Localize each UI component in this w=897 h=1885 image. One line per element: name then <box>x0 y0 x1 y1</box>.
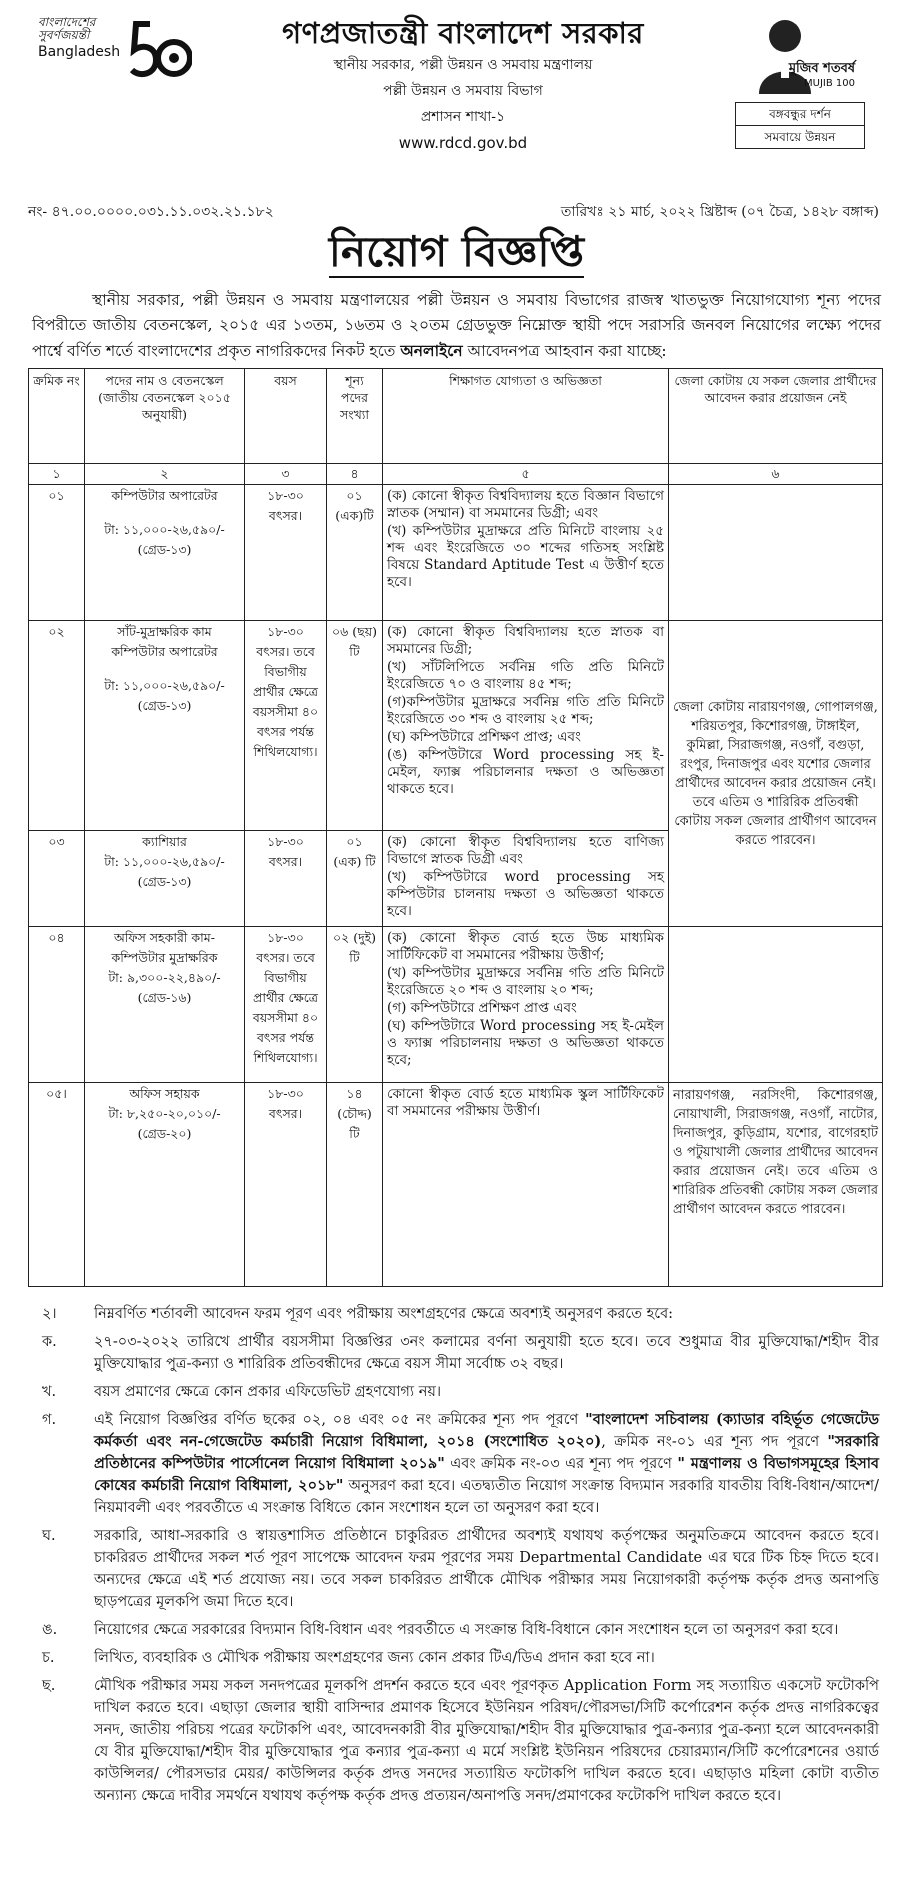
col-number: ৪ <box>327 464 383 485</box>
row-age: ১৮-৩০ বৎসর। <box>245 831 327 927</box>
table-row <box>29 485 883 621</box>
row-vacancy: ০১ (এক)টি <box>327 485 383 621</box>
website-url: www.rdcd.gov.bd <box>398 134 528 152</box>
qualification-item: (ঘ) কম্পিউটারে Word processing সহ ই-মেইল ও ফ্যাক্স পরিচালনায় দক্ষতা ও অভিজ্ঞতা থাকতে হবে; <box>387 1018 664 1068</box>
mujib-logo-text: মুজিব শতবর্ষ <box>788 61 855 76</box>
row-vacancy: ০১ (এক) টি <box>327 831 383 927</box>
qualification-item: (ক) কোনো স্বীকৃত বিশ্ববিদ্যালয় হতে স্নাতক বা সমমানের ডিগ্রী; <box>387 624 664 657</box>
row-serial: ০৫। <box>29 1083 85 1287</box>
qualification-item: (খ) সাঁটলিপিতে সর্বনিম্ন গতি প্রতি মিনিটে ইংরেজিতে ৭০ ও বাংলায় ৪৫ শব্দ; <box>387 659 664 692</box>
qualification-item: (খ) কম্পিউটারে word processing সহ কম্পিউটার চালনায় দক্ষতা ও অভিজ্ঞতা থাকতে হবে। <box>387 869 664 919</box>
condition-item <box>28 1675 885 1807</box>
condition-text <box>94 1409 885 1519</box>
condition-text: লিখিত, ব্যবহারিক ও মৌখিক পরীক্ষায় অংশগ্রহণের জন্য কোন প্রকার টিএ/ডিএ প্রদান করা হবে না। <box>94 1650 655 1666</box>
condition-label: চ. <box>42 1650 55 1666</box>
post-name: অফিস সহায়ক <box>129 1086 200 1101</box>
district-quota-1: জেলা কোটায় নারায়ণগঞ্জ, গোপালগঞ্জ, শরিয়তপুর, কিশোরগঞ্জ, টাঙ্গাইল, কুমিল্লা, সিরাজগঞ্জ, নওগাঁ, বগুড়া, রংপুর, দিনাজপুর এবং যশোর জেলার প্রার্থীদের আবেদন করার প্রয়োজন নেই। তবে এতিম ও শারিরিক প্রতিবন্ধী কোটায় সকল জেলার প্রার্থীগণ আবেদন করতে পারবেন। <box>669 621 883 927</box>
post-name: সাঁট-মুদ্রাক্ষরিক কাম কম্পিউটার অপারেটর <box>111 624 218 659</box>
row-age: ১৮-৩০ বৎসর। <box>245 485 327 621</box>
row-post <box>85 485 245 621</box>
row-age: ১৮-৩০ বৎসর। <box>245 1083 327 1287</box>
rule-name-bold: "সরকারি প্রতিষ্ঠানের কম্পিউটার পার্সোনেল নিয়োগ বিধিমালা ২০১৯" <box>94 1433 879 1472</box>
slogan-line-2: সমবায়ে উন্নয়ন <box>736 125 864 148</box>
column-number-row <box>29 464 883 485</box>
pay-scale: টা: ৮,২৫০-২০,০১০/- <box>108 1106 221 1121</box>
pay-grade: (গ্রেড-২০) <box>137 1126 192 1141</box>
header-center <box>228 14 698 156</box>
row-age: ১৮-৩০ বৎসর। তবে বিভাগীয় প্রার্থীর ক্ষেত্রে বয়সসীমা ৪০ বৎসর পর্যন্ত শিথিলযোগ্য। <box>245 927 327 1083</box>
condition-item <box>28 1647 885 1669</box>
col-number: ৫ <box>383 464 669 485</box>
header-district: জেলা কোটায় যে সকল জেলার প্রার্থীদের আবেদন করার প্রয়োজন নেই <box>669 369 883 464</box>
rule-name-bold: "বাংলাদেশ সচিবালয় (ক্যাডার বহির্ভূত গেজেটেড কর্মকর্তা এবং নন-গেজেটেড কর্মচারী নিয়োগ বিধিমালা, ২০১৪ (সংশোধিত ২০২০) <box>94 1411 879 1450</box>
post-name: অফিস সহকারী কাম-কম্পিউটার মুদ্রাক্ষরিক <box>111 930 218 965</box>
condition-label: ঙ. <box>42 1622 58 1638</box>
qualification-item: (গ) কম্পিউটারে প্রশিক্ষণ প্রাপ্ত এবং <box>387 1000 577 1016</box>
table-row <box>29 621 883 831</box>
slogan-line-1: বঙ্গবন্ধুর দর্শন <box>769 107 831 121</box>
header-post-label: পদের নাম ও বেতনস্কেল <box>105 373 224 388</box>
header-post <box>85 369 245 464</box>
post-name: ক্যাশিয়ার <box>142 834 187 849</box>
header-vacancy: শূন্য পদের সংখ্যা <box>327 369 383 464</box>
condition-label: ঘ. <box>42 1528 56 1544</box>
notice-title <box>28 224 885 280</box>
logo-brand: Bangladesh <box>38 44 121 60</box>
col-number: ৬ <box>669 464 883 485</box>
qualification-item: (খ) কম্পিউটার মুদ্রাক্ষরে প্রতি মিনিটে বাংলায় ২৫ শব্দ এবং ইংরেজিতে ৩০ শব্দের গতিসহ সংশ্লিষ্ট বিষয়ে Standard Aptitude Test এ উত্তীর্ণ হতে হবে। <box>387 523 664 590</box>
rule-name-bold: " মন্ত্রণালয় ও বিভাগসমূহের হিসাব কোষের কর্মচারী নিয়োগ বিধিমালা, ২০১৮" <box>94 1455 880 1494</box>
table-row <box>29 1083 883 1287</box>
slogan-box <box>735 102 865 149</box>
qualification-item: (ক) কোনো স্বীকৃত বোর্ড হতে উচ্চ মাধ্যমিক সার্টিফিকেট বা সমমানের পরীক্ষায় উত্তীর্ণ; <box>387 930 664 963</box>
post-name: কম্পিউটার অপারেটর <box>111 488 218 503</box>
condition-text-part: এই নিয়োগ বিজ্ঞপ্তির বর্ণিত ছকের ০২, ০৪ এবং ০৫ নং ক্রমিকের শূন্য পদ পূরণে <box>94 1412 586 1428</box>
pay-grade: (গ্রেড-১৩) <box>137 698 192 713</box>
intro-text-1: স্থানীয় সরকার, পল্লী উন্নয়ন ও সমবায় মন্ত্রণালয়ের পল্লী উন্নয়ন ও সমবায় বিভাগের রাজস্ব খাতভুক্ত নিয়োগযোগ্য শূন্য পদের বিপরীতে জাতীয় বেতনস্কেল, ২০১৫ এর ১৩তম, ১৬তম ও ২০তম গ্রেডভুক্ত নিম্নোক্ত স্থায়ী পদে সরাসরি জনবল নিয়োগের লক্ষ্যে পদের পার্শ্বে বর্ণিত শর্তে বাংলাদেশের প্রকৃত নাগরিকদের নিকট হতে <box>32 291 881 360</box>
qualification-item: (ক) কোনো স্বীকৃত বিশ্ববিদ্যালয় হতে বাণিজ্য বিভাগে স্নাতক ডিগ্রী এবং <box>387 834 664 867</box>
header <box>28 8 885 198</box>
table-header-row <box>29 369 883 464</box>
row-vacancy: ০২ (দুই) টি <box>327 927 383 1083</box>
logo-tagline-1: বাংলাদেশের <box>38 15 96 29</box>
pay-scale: টা: ১১,০০০-২৬,৫৯০/- <box>104 854 225 869</box>
condition-label: গ. <box>42 1412 57 1428</box>
intro-text-2: আবেদনপত্র আহবান করা যাচ্ছে: <box>462 342 667 360</box>
condition-text-part: , ক্রমিক নং-০১ এর শূন্য পদ পূরণে <box>601 1434 828 1450</box>
row-serial: ০৪ <box>29 927 85 1083</box>
condition-text: নিম্নবর্ণিত শর্তাবলী আবেদন ফরম পূরণ এবং পরীক্ষায় অংশগ্রহণের ক্ষেত্রে অবশ্যই অনুসরণ করতে হবে: <box>94 1306 674 1322</box>
qualification-item: (গ)কম্পিউটার মুদ্রাক্ষরে সর্বনিম্ন গতি প্রতি মিনিটে ইংরেজিতে ৩০ শব্দ ও বাংলায় ২৫ শব্দ; <box>387 694 664 727</box>
row-post <box>85 831 245 927</box>
condition-label: খ. <box>42 1384 57 1400</box>
col-number: ৩ <box>245 464 327 485</box>
row-post <box>85 1083 245 1287</box>
row-post <box>85 621 245 831</box>
condition-text: বয়স প্রমাণের ক্ষেত্রে কোন প্রকার এফিডেভিট গ্রহণযোগ্য নয়। <box>94 1384 442 1400</box>
vacancy-table <box>28 368 883 1287</box>
pay-scale: টা: ১১,০০০-২৬,৫৯০/- <box>104 522 225 537</box>
row-vacancy: ০৬ (ছয়) টি <box>327 621 383 831</box>
row-qualification <box>383 927 669 1083</box>
header-age: বয়স <box>245 369 327 464</box>
header-post-note: (জাতীয় বেতনস্কেল ২০১৫ অনুযায়ী) <box>98 390 231 422</box>
conditions-section <box>28 1303 885 1807</box>
row-district-empty <box>669 485 883 621</box>
reference-line <box>28 198 885 222</box>
row-qualification <box>383 831 669 927</box>
row-post <box>85 927 245 1083</box>
pay-scale: টা: ১১,০০০-২৬,৫৯০/- <box>104 678 225 693</box>
government-title: গণপ্রজাতন্ত্রী বাংলাদেশ সরকার <box>282 16 644 50</box>
qualification-item: (খ) কম্পিউটার মুদ্রাক্ষরে সর্বনিম্ন গতি প্রতি মিনিটে ইংরেজিতে ২০ শব্দ ও বাংলায় ২০ শব্দ; <box>387 965 664 998</box>
row-qualification <box>383 621 669 831</box>
qualification-item: (ঙ) কম্পিউটারে Word processing সহ ই-মেইল, ফ্যাক্স পরিচালনার দক্ষতা ও অভিজ্ঞতা থাকতে হবে। <box>387 747 664 797</box>
table-row <box>29 927 883 1083</box>
condition-text-part: অনুসরণ করা হবে। এতদ্ব্যতীত নিয়োগ সংক্রান্ত বিদ্যমান সরকারি যাবতীয় বিধি-বিধান/আদেশ/নিয়মাবলী এবং পরবর্তীতে এ সংক্রান্ত বিধিতে কোন সংশোধন হলে তা অনুসরণ করা হবে। <box>94 1478 879 1516</box>
condition-text: নিয়োগের ক্ষেত্রে সরকারের বিদ্যমান বিধি-বিধান এবং পরবর্তীতে এ সংক্রান্ত বিধি-বিধানে কোন সংশোধন হলে তা অনুসরণ করা হবে। <box>94 1622 839 1638</box>
pay-grade: (গ্রেড-১৬) <box>137 990 192 1005</box>
division-name: পল্লী উন্নয়ন ও সমবায় বিভাগ <box>383 83 543 99</box>
pay-scale: টা: ৯,৩০০-২২,৪৯০/- <box>108 970 221 985</box>
pay-grade: (গ্রেড-১৩) <box>137 874 192 889</box>
district-quota-2: নারায়ণগঞ্জ, নরসিংদী, কিশোরগঞ্জ, নোয়াখালী, সিরাজগঞ্জ, নওগাঁ, নাটোর, দিনাজপুর, কুড়িগ্রাম, যশোর, বাগেরহাট ও পটুয়াখালী জেলার প্রার্থীদের আবেদন করার প্রয়োজন নেই। তবে এতিম ও শারিরিক প্রতিবন্ধী কোটায় সকল জেলার প্রার্থীগণ আবেদন করতে পারবেন। <box>669 1083 883 1287</box>
header-qualification: শিক্ষাগত যোগ্যতা ও অভিজ্ঞতা <box>383 369 669 464</box>
row-serial: ০১ <box>29 485 85 621</box>
pay-grade: (গ্রেড-১৩) <box>137 542 192 557</box>
ministry-name: স্থানীয় সরকার, পল্লী উন্নয়ন ও সমবায় মন্ত্রণালয় <box>333 57 593 73</box>
row-qualification <box>383 1083 669 1287</box>
header-serial: ক্রমিক নং <box>29 369 85 464</box>
condition-label: ছ. <box>42 1678 56 1694</box>
condition-item <box>28 1619 885 1641</box>
qualification-item: কোনো স্বীকৃত বোর্ড হতে মাধ্যমিক স্কুল সার্টিফিকেট বা সমমানের পরীক্ষায় উত্তীর্ণ। <box>387 1086 664 1119</box>
col-number: ২ <box>85 464 245 485</box>
condition-item <box>28 1303 885 1325</box>
row-serial: ০৩ <box>29 831 85 927</box>
row-vacancy: ১৪ (চৌদ্দ) টি <box>327 1083 383 1287</box>
condition-item <box>28 1331 885 1375</box>
golden-jubilee-logo <box>38 16 168 96</box>
mujib-logo-sub: MUJIB 100 <box>804 78 855 89</box>
qualification-item: (ঘ) কম্পিউটারে প্রশিক্ষণ প্রাপ্ত; এবং <box>387 729 581 745</box>
condition-label: ২। <box>42 1306 57 1322</box>
portrait-icon <box>745 14 855 94</box>
issue-date: তারিখঃ ২১ মার্চ, ২০২২ খ্রিষ্টাব্দ (০৭ চৈত্র, ১৪২৮ বঙ্গাব্দ) <box>560 204 879 220</box>
row-district-empty <box>669 927 883 1083</box>
condition-label: ক. <box>42 1334 57 1350</box>
condition-text-part: এবং ক্রমিক নং-০৩ এর শূন্য পদ পূরণে <box>444 1456 678 1472</box>
row-serial: ০২ <box>29 621 85 831</box>
qualification-item: (ক) কোনো স্বীকৃত বিশ্ববিদ্যালয় হতে বিজ্ঞান বিভাগে স্নাতক (সম্মান) বা সমমানের ডিগ্রী; এবং <box>387 488 664 521</box>
branch-name: প্রশাসন শাখা-১ <box>420 109 506 125</box>
intro-paragraph <box>32 288 881 364</box>
condition-item <box>28 1525 885 1613</box>
notice-title-text: নিয়োগ বিজ্ঞপ্তি <box>328 227 585 276</box>
row-age: ১৮-৩০ বৎসর। তবে বিভাগীয় প্রার্থীর ক্ষেত্রে বয়সসীমা ৪০ বৎসর পর্যন্ত শিথিলযোগ্য। <box>245 621 327 831</box>
condition-text: ২৭-০৩-২০২২ তারিখে প্রার্থীর বয়সসীমা বিজ্ঞপ্তির ৩নং কলামের বর্ণনা অনুযায়ী হতে হবে। তবে শুধুমাত্র বীর মুক্তিযোদ্ধা/শহীদ বীর মুক্তিযোদ্ধার পুত্র-কন্যা ও শারিরিক প্রতিবন্ধীদের ক্ষেত্রে বয়স সীমা সর্বোচ্চ ৩২ বছর। <box>94 1334 879 1372</box>
col-number: ১ <box>29 464 85 485</box>
row-qualification <box>383 485 669 621</box>
jubilee-50-icon <box>130 20 192 90</box>
condition-item <box>28 1381 885 1403</box>
condition-item <box>28 1409 885 1519</box>
condition-text: সরকারি, আধা-সরকারি ও স্বায়ত্তশাসিত প্রতিষ্ঠানে চাকুরিরত প্রার্থীদের অবশ্যই যথাযথ কর্তৃপক্ষের অনুমতিক্রমে আবেদন করতে হবে। চাকরিরত প্রার্থীদের সকল শর্ত পূরণ সাপেক্ষে আবেদন ফরম পূরণের সময় Departmental Candidate এর ঘরে টিক চিহ্ন দিতে হবে। অন্যদের ক্ষেত্রে এই শর্ত প্রযোজ্য নয়। তবে সকল চাকরিরত প্রার্থীকে মৌখিক পরীক্ষার সময় নিয়োগকারী কর্তৃপক্ষ কর্তৃক প্রদত্ত অনাপত্তি ছাড়পত্রের মূলকপি জমা দিতে হবে। <box>94 1528 879 1610</box>
logo-tagline-2: সুবর্ণজয়ন্তী <box>38 28 90 42</box>
intro-bold-online: অনলাইনে <box>400 341 463 360</box>
mujib-100-logo <box>735 14 865 149</box>
condition-text: মৌখিক পরীক্ষার সময় সকল সনদপত্রের মূলকপি প্রদর্শন করতে হবে এবং পূরণকৃত Application Form সহ সত্যায়িত একসেট ফটোকপি দাখিল করতে হবে। এছাড়া জেলার স্থায়ী বাসিন্দার প্রমাণক হিসেবে ইউনিয়ন পরিষদ/পৌরসভা/সিটি কর্পোরেশন কর্তৃক প্রদত্ত নাগরিকত্বের সনদ, জাতীয় পরিচয় পত্রের ফটোকপি এবং, আবেদনকারী বীর মুক্তিযোদ্ধা/শহীদ বীর মুক্তিযোদ্ধার পুত্র-কন্যার পুত্র-কন্যা হলে আবেদনকারী যে বীর মুক্তিযোদ্ধা/শহীদ বীর মুক্তিযোদ্ধার পুত্র কন্যার পুত্র-কন্যা এ মর্মে সংশ্লিষ্ট ইউনিয়ন পরিষদের চেয়ারম্যান/সিটি কর্পোরেশনের ওয়ার্ড কাউন্সিলর/ পৌরসভার মেয়র/ কাউন্সিলর কর্তৃক প্রদত্ত সনদের সত্যায়িত ফটোকপি দাখিল করতে হবে। এছাড়াও মহিলা কোটা ব্যতীত অন্যান্য ক্ষেত্রে দাবীর সমর্থনে যথাযথ কর্তৃপক্ষ কর্তৃক প্রদত্ত প্রত্যয়ন/অনাপত্তি সনদ/প্রমাণকের ফটোকপি দাখিল করতে হবে। <box>94 1678 879 1804</box>
memo-number: নং- ৪৭.০০.০০০০.০৩১.১১.০৩২.২১.১৮২ <box>28 204 274 220</box>
